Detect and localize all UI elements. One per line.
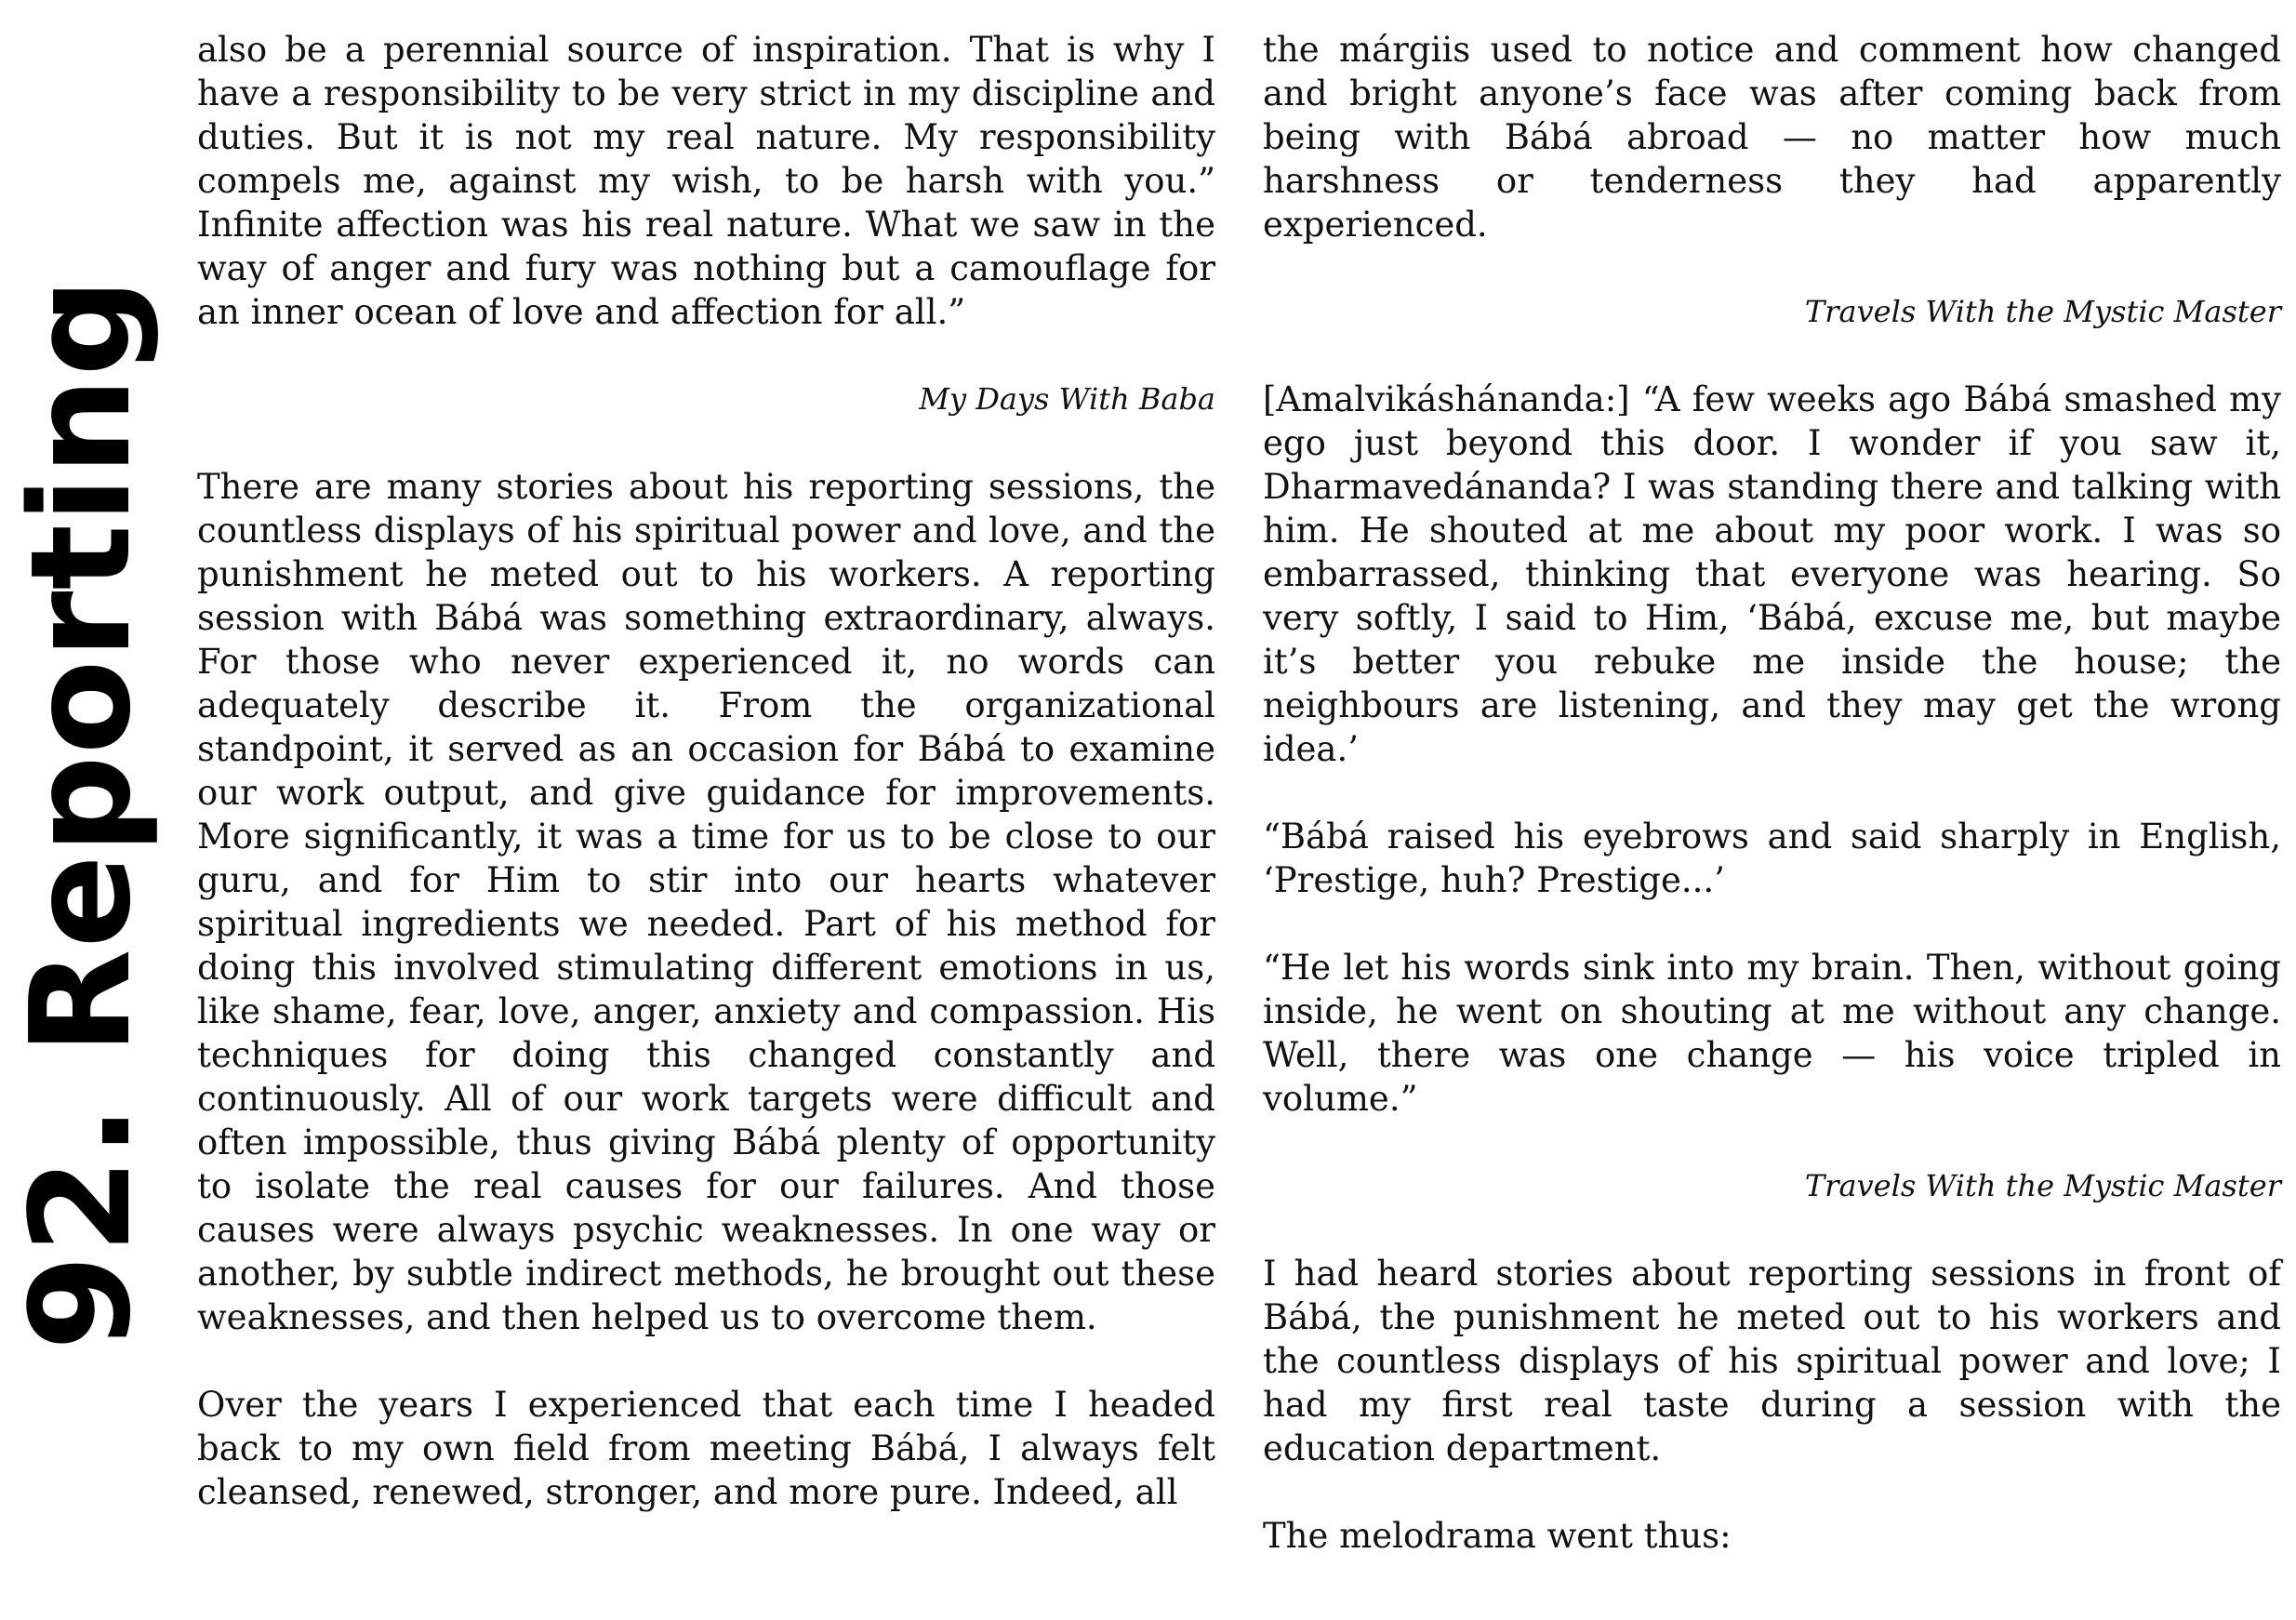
paragraph: Over the years I experienced that each time I headed back to my own field from meeting Bábá, I always felt cleansed, renewed, stronger, and more pure. Indeed, all <box>197 1385 1215 1512</box>
paragraph: “He let his words sink into my brain. Then, without going inside, he went on shouting at me without any change. Well, there was one change — his voice tripled in volume.” <box>1263 948 2281 1119</box>
left-column <box>197 28 1215 1514</box>
source-citation: My Days With Baba <box>919 381 1215 417</box>
paragraph: [Amalvikáshánanda:] “A few weeks ago Bábá smashed my ego just beyond this door. I wonder if you saw it, Dharmavedánanda? I was standing there and talking with him. He shouted at me about my poor work. I was so embarrassed, thinking that everyone was hearing. So very softly, I said to Him, ‘Bábá, excuse me, but maybe it’s better you rebuke me inside the house; the neighbours are listening, and they may get the wrong idea.’ <box>1263 379 2281 769</box>
source-citation: Travels With the Mystic Master <box>1804 1168 2281 1203</box>
paragraph: The melodrama went thus: <box>1263 1516 1732 1556</box>
chapter-title: 92. Reporting <box>1 276 161 1351</box>
paragraph: “Bábá raised his eyebrows and said sharply in English, ‘Prestige, huh? Prestige...’ <box>1263 817 2281 900</box>
paragraph: I had heard stories about reporting sessions in front of Bábá, the punishment he meted out to his workers and the countless displays of his spiritual power and love; I had my first real taste during a session with the education department. <box>1263 1254 2281 1468</box>
paragraph: also be a perennial source of inspiration. That is why I have a responsibility to be very strict in my discipline and duties. But it is not my real nature. My responsibility compels me, against my wish, to be harsh with you.” Infinite affection was his real nature. What we saw in the way of anger and fury was nothing but a camouflage for an inner ocean of love and affection for all.” <box>197 30 1215 332</box>
chapter-title-sidebar <box>0 0 163 1620</box>
paragraph: There are many stories about his reporting sessions, the countless displays of his spiritual power and love, and the punishment he meted out to his workers. A reporting session with Bábá was something extraordinary, always. For those who never experienced it, no words can adequately describe it. From the organizational standpoint, it served as an occasion for Bábá to examine our work output, and give guidance for improvements. More significantly, it was a time for us to be close to our guru, and for Him to stir into our hearts whatever spiritual ingredients we needed. Part of his method for doing this involved stimulating different emotions in us, like shame, fear, love, anger, anxiety and compassion. His techniques for doing this changed constantly and continuously. All of our work targets were difficult and often impossible, thus giving Bábá plenty of opportunity to isolate the real causes for our failures. And those causes were always psychic weaknesses. In one way or another, by subtle indirect methods, he brought out these weaknesses, and then helped us to overcome them. <box>197 467 1215 1337</box>
source-citation: Travels With the Mystic Master <box>1804 294 2281 329</box>
right-column <box>1263 28 2281 1558</box>
paragraph: the márgiis used to notice and comment how changed and bright anyone’s face was after coming back from being with Bábá abroad — no matter how much harshness or tenderness they had apparently experienced. <box>1263 30 2281 245</box>
